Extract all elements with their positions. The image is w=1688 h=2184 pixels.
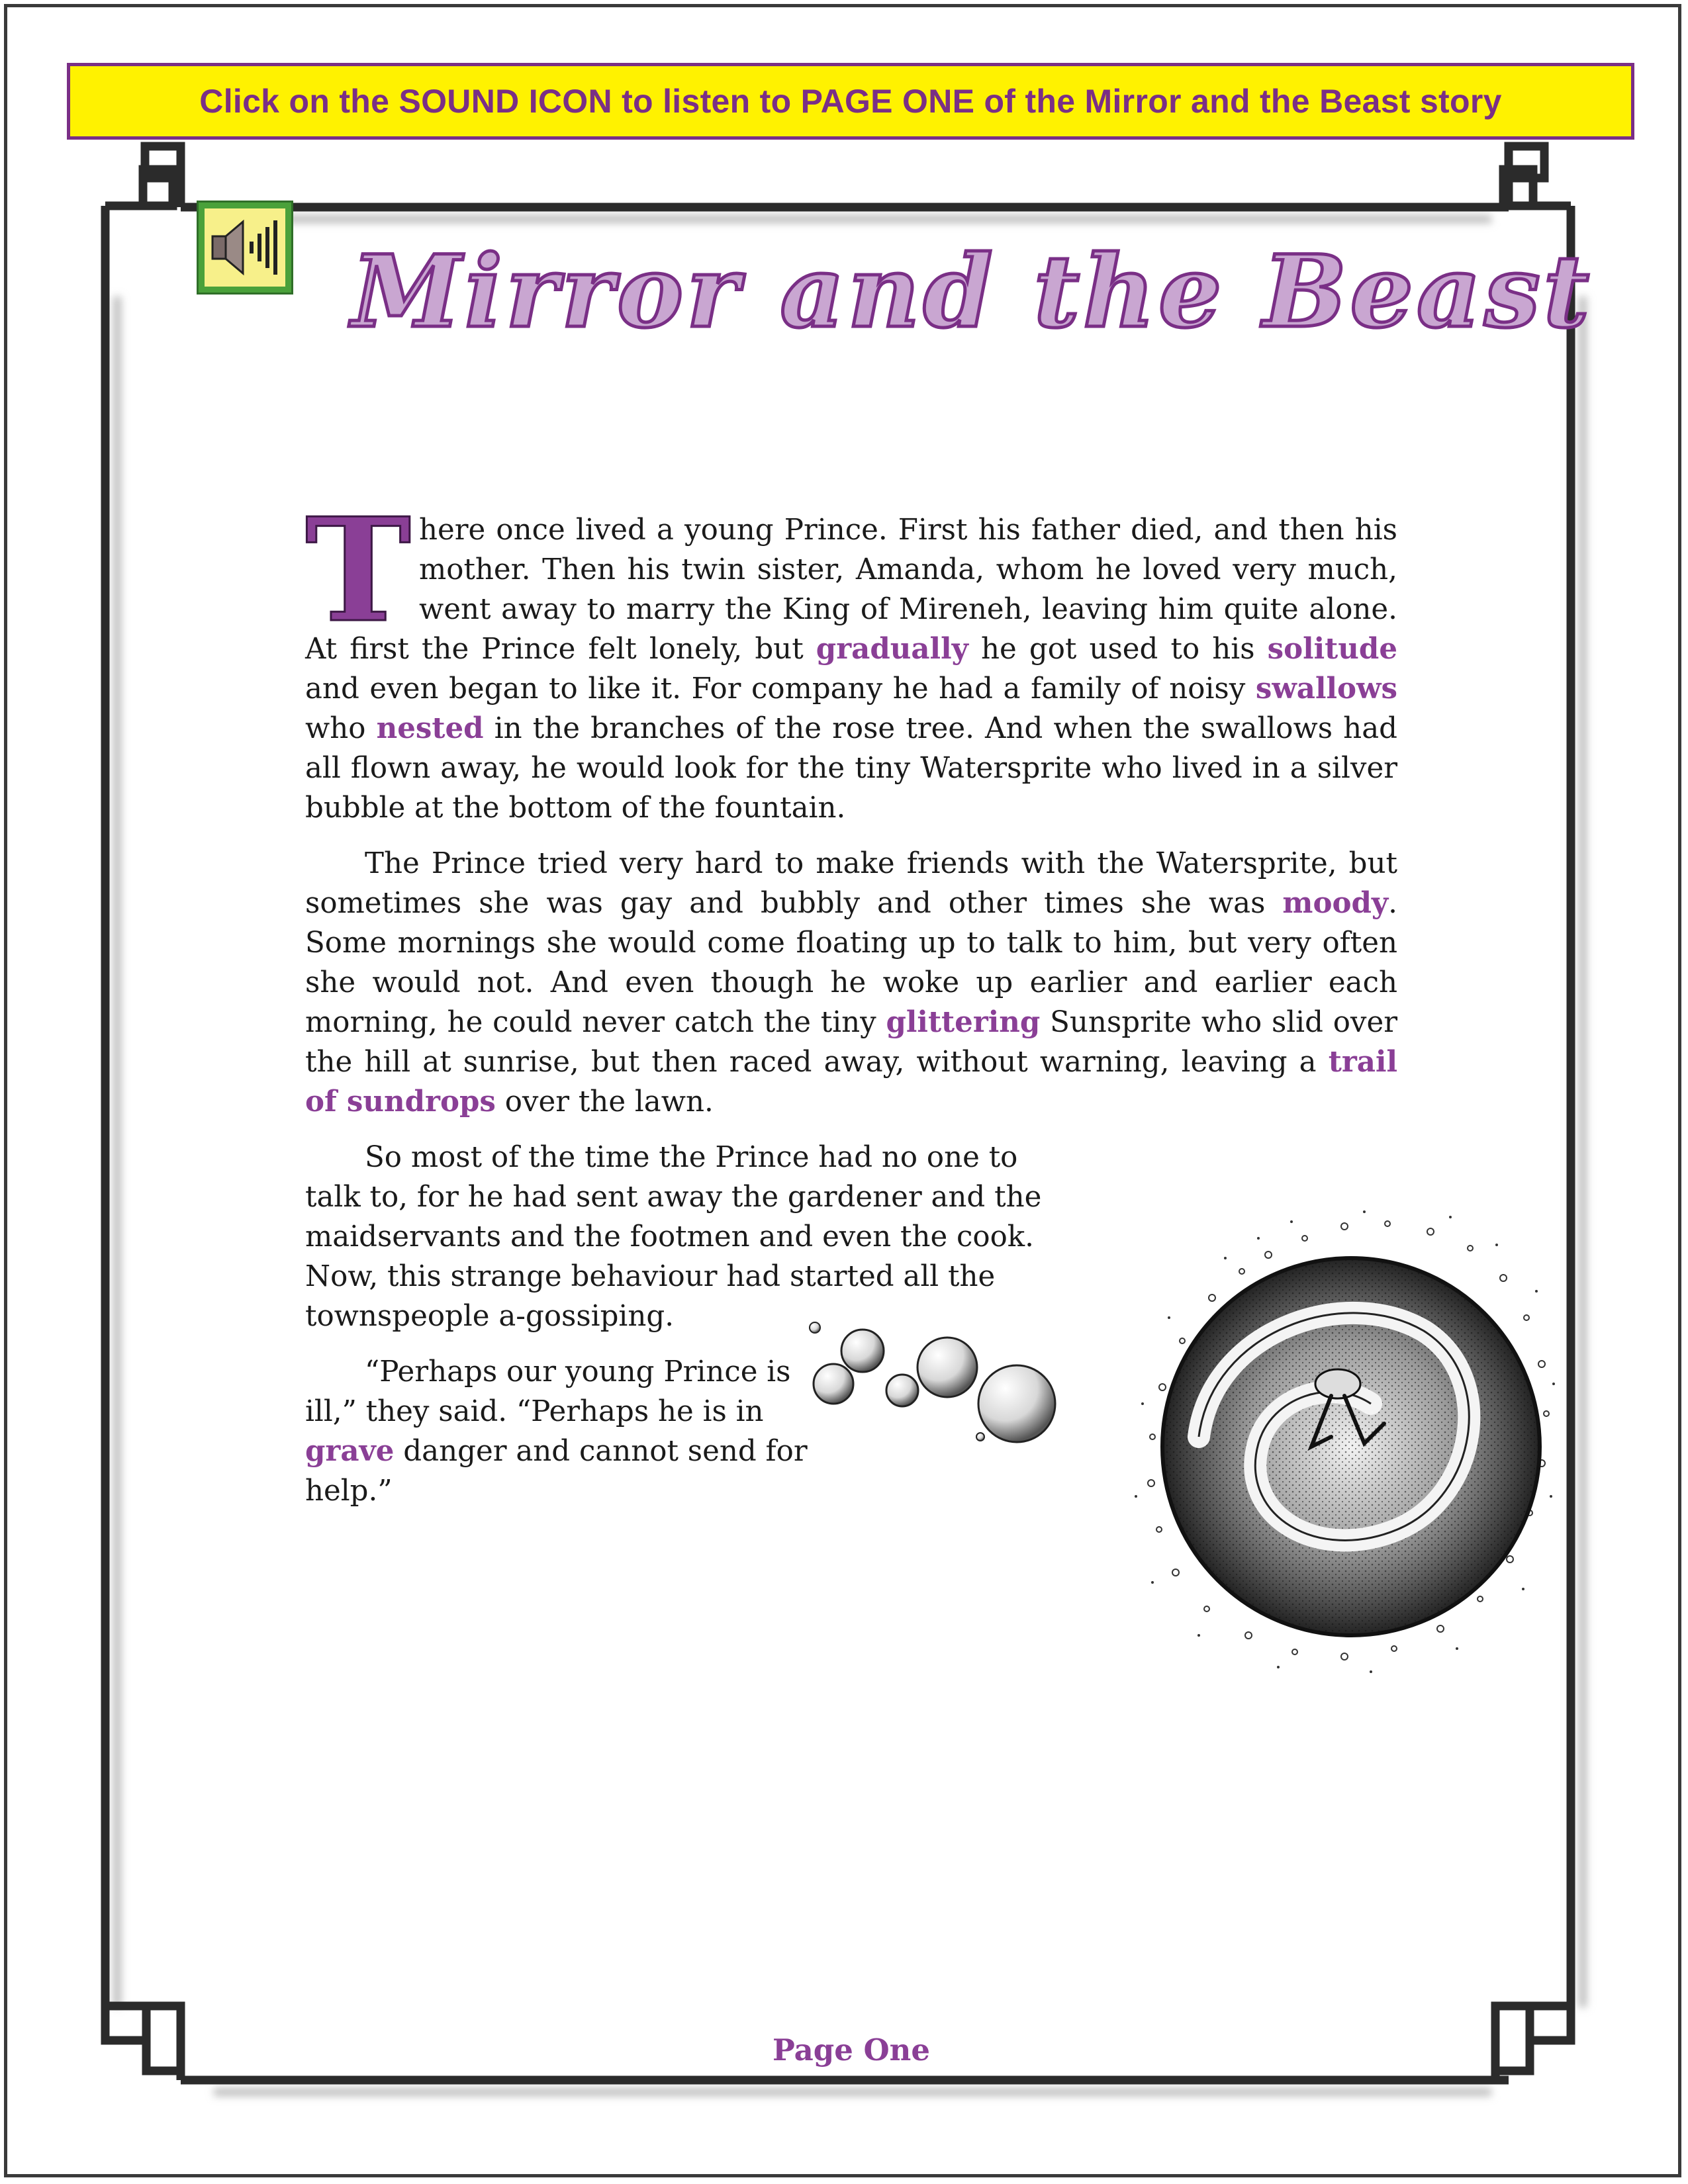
vocab-word-grave: grave xyxy=(305,1434,395,1468)
vocab-word-glittering: glittering xyxy=(886,1005,1041,1039)
banner-text: Click on the SOUND ICON to listen to PAGE ONE of the Mirror and the Beast story xyxy=(199,83,1502,120)
vocab-word-swallows: swallows xyxy=(1255,672,1397,705)
page-number: Page One xyxy=(772,2032,931,2068)
text-run: The Prince tried very hard to make friends with the Watersprite, but sometimes she was gay and bubbly and other times she was xyxy=(305,847,1397,920)
drop-cap: T xyxy=(305,486,411,654)
sound-button-face xyxy=(205,208,285,287)
page xyxy=(4,4,1681,2177)
text-run: “Perhaps our young Prince is ill,” they said. “Perhaps he is in xyxy=(305,1355,791,1428)
speaker-icon xyxy=(205,208,285,287)
paragraph-4 xyxy=(305,1352,828,1511)
vocab-word-moody: moody xyxy=(1282,886,1389,920)
text-run: he got used to his xyxy=(968,633,1268,666)
paragraph-1 xyxy=(305,486,1397,828)
text-run: who xyxy=(305,712,377,745)
text-run: Sunsprite who slid over the hill at sunrise, but then raced away, without warning, leaving a xyxy=(305,1006,1397,1079)
vocab-word-gradually: gradually xyxy=(816,632,968,666)
text-run: So most of the time the Prince had no one to talk to, for he had sent away the gardener and the maidservants and the footmen and even the cook. Now, this strange behaviour had started all the townspeople a-gossiping. xyxy=(305,1141,1042,1333)
text-run: over the lawn. xyxy=(495,1085,714,1118)
paragraph-2 xyxy=(305,844,1397,1122)
text-run: here once lived a young Prince. First his father died, and then his mother. Then his twin sister, Amanda, whom he loved very much, went away to marry the King of Mireneh, leaving him quite alone. At first the Prince felt lonely, but xyxy=(305,514,1397,666)
vocab-word-trail-of-sundrops: trail of sundrops xyxy=(305,1045,1397,1118)
mirror-bubble-illustration xyxy=(802,1185,1556,1741)
sound-button[interactable] xyxy=(197,201,293,295)
text-run: danger and cannot send for help.” xyxy=(305,1435,808,1508)
story-title: Mirror and the Beast xyxy=(352,234,1593,350)
vocab-word-nested: nested xyxy=(376,711,484,745)
text-run: in the branches of the rose tree. And when the swallows had all flown away, he would look for the tiny Watersprite who lived in a silver bubble at the bottom of the fountain. xyxy=(305,712,1397,825)
text-run: and even began to like it. For company he had a family of noisy xyxy=(305,672,1256,705)
text-run: . Some mornings she would come floating up to talk to him, but very often she would not. And even though he woke up earlier and earlier each morning, he could never catch the tiny xyxy=(305,887,1397,1039)
vocab-word-solitude: solitude xyxy=(1267,632,1397,666)
